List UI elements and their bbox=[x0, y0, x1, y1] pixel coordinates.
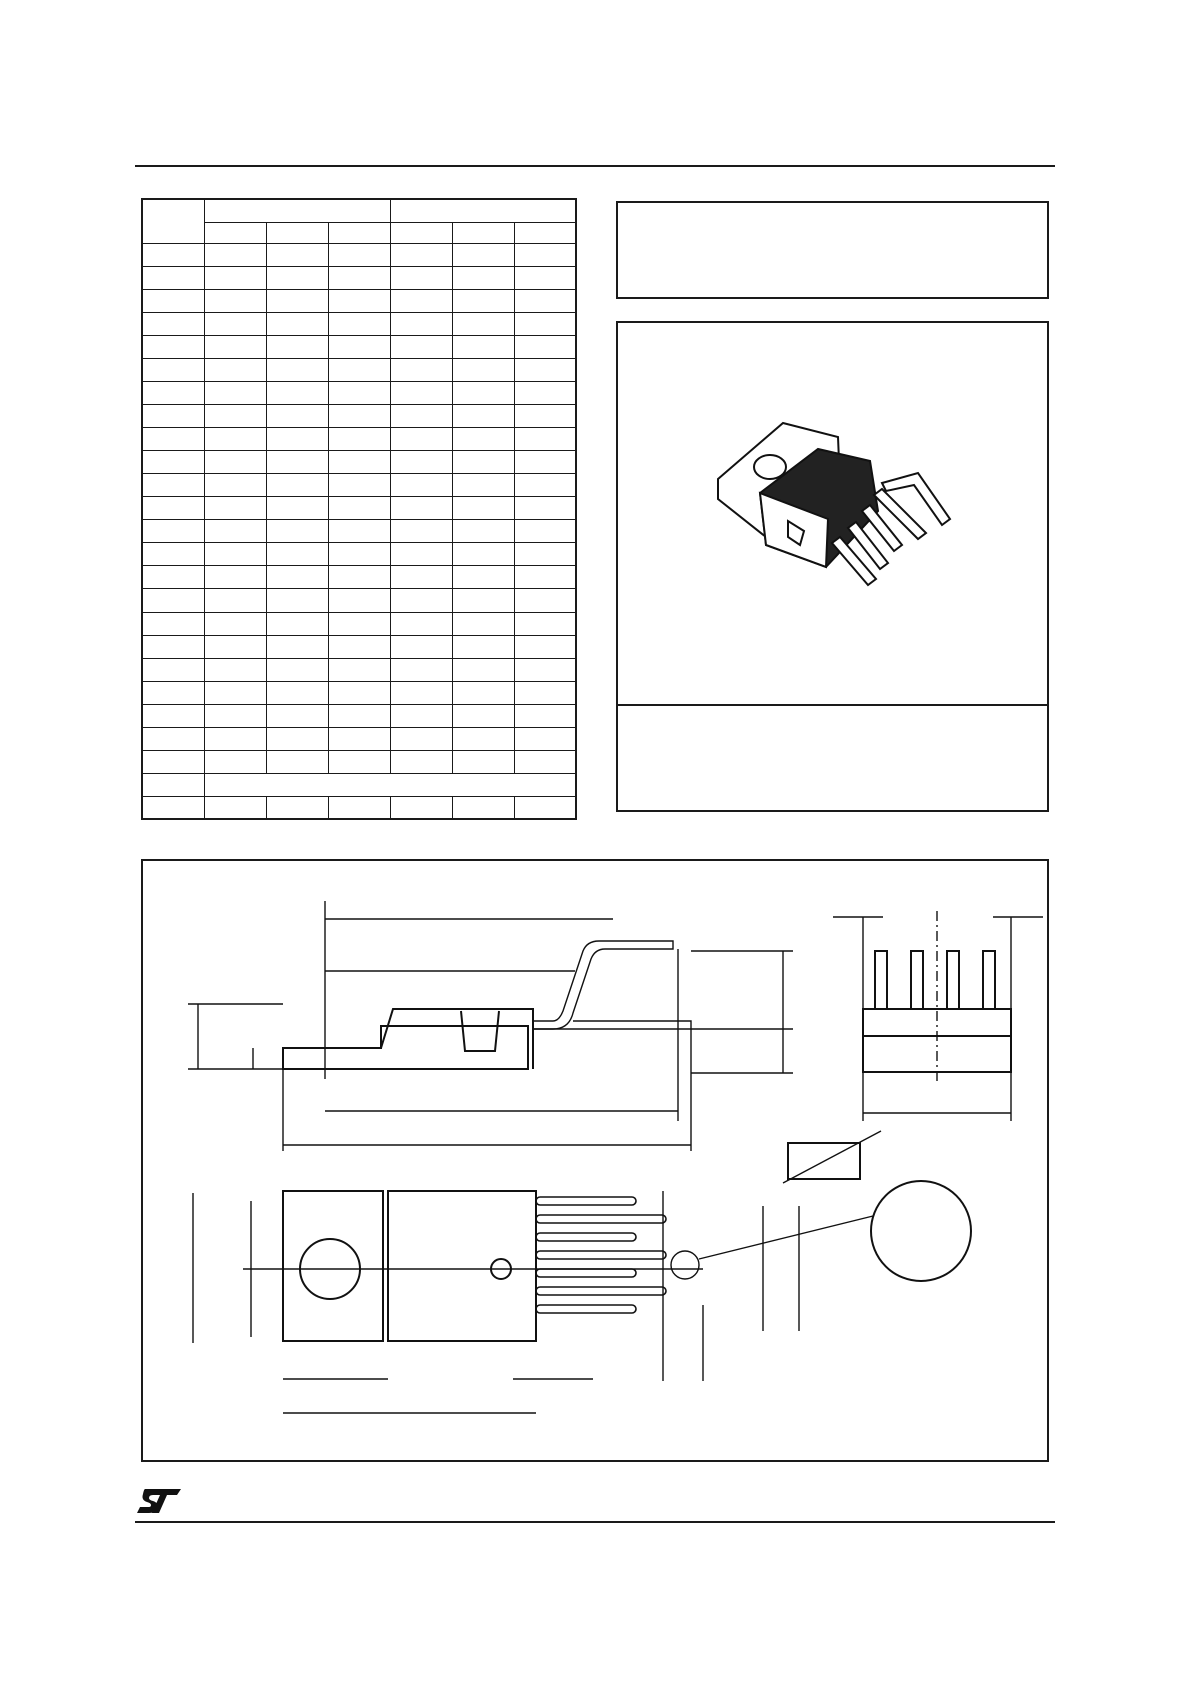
table-cell bbox=[204, 290, 266, 313]
table-cell bbox=[266, 589, 328, 612]
min-header-cell bbox=[204, 223, 266, 244]
table-cell bbox=[452, 382, 514, 405]
table-row bbox=[142, 313, 576, 336]
table-cell bbox=[204, 773, 576, 796]
table-cell bbox=[390, 244, 452, 267]
table-cell bbox=[142, 405, 204, 428]
table-cell bbox=[204, 451, 266, 474]
table-cell bbox=[390, 658, 452, 681]
table-cell bbox=[452, 313, 514, 336]
table-cell bbox=[142, 451, 204, 474]
table-cell bbox=[204, 750, 266, 773]
table-cell bbox=[142, 704, 204, 727]
table-cell bbox=[204, 727, 266, 750]
table-cell bbox=[142, 635, 204, 658]
table-cell bbox=[266, 635, 328, 658]
table-cell bbox=[514, 405, 576, 428]
table-row bbox=[142, 750, 576, 773]
table-cell bbox=[452, 543, 514, 566]
table-cell bbox=[328, 267, 390, 290]
table-cell bbox=[204, 704, 266, 727]
table-cell bbox=[452, 405, 514, 428]
table-row bbox=[142, 635, 576, 658]
table-row bbox=[142, 359, 576, 382]
table-cell bbox=[514, 566, 576, 589]
table-cell bbox=[328, 704, 390, 727]
table-cell bbox=[514, 336, 576, 359]
package-label-box bbox=[616, 201, 1049, 299]
table-cell bbox=[266, 290, 328, 313]
table-cell bbox=[204, 474, 266, 497]
table-cell bbox=[266, 474, 328, 497]
table-row bbox=[142, 612, 576, 635]
table-cell bbox=[328, 428, 390, 451]
table-cell bbox=[328, 589, 390, 612]
table-cell bbox=[328, 727, 390, 750]
table-cell bbox=[452, 428, 514, 451]
typ-header-cell bbox=[452, 223, 514, 244]
dim-header-cell bbox=[142, 199, 204, 244]
table-cell bbox=[266, 681, 328, 704]
table-cell bbox=[142, 773, 204, 796]
table-row bbox=[142, 290, 576, 313]
inch-header-cell bbox=[390, 199, 576, 223]
table-cell bbox=[514, 382, 576, 405]
table-cell bbox=[204, 612, 266, 635]
table-cell bbox=[142, 658, 204, 681]
table-cell bbox=[266, 405, 328, 428]
table-cell bbox=[452, 267, 514, 290]
table-cell bbox=[142, 750, 204, 773]
photo-divider bbox=[618, 704, 1047, 706]
table-cell bbox=[328, 612, 390, 635]
table-cell bbox=[390, 497, 452, 520]
table-cell bbox=[266, 382, 328, 405]
table-cell bbox=[514, 520, 576, 543]
table-cell bbox=[204, 405, 266, 428]
min-header-cell bbox=[390, 223, 452, 244]
table-cell bbox=[390, 566, 452, 589]
table-cell bbox=[390, 727, 452, 750]
table-cell bbox=[204, 566, 266, 589]
table-cell bbox=[142, 589, 204, 612]
table-row bbox=[142, 566, 576, 589]
package-photo-box bbox=[616, 321, 1049, 812]
table-cell bbox=[328, 681, 390, 704]
table-cell bbox=[266, 359, 328, 382]
table-cell bbox=[266, 658, 328, 681]
table-cell bbox=[390, 704, 452, 727]
table-header-row bbox=[142, 199, 576, 223]
table-cell bbox=[204, 382, 266, 405]
table-row bbox=[142, 474, 576, 497]
table-cell bbox=[142, 727, 204, 750]
table-cell bbox=[328, 359, 390, 382]
table-cell bbox=[328, 497, 390, 520]
table-cell bbox=[266, 612, 328, 635]
table-cell bbox=[266, 267, 328, 290]
table-row bbox=[142, 543, 576, 566]
table-cell bbox=[266, 543, 328, 566]
table-cell bbox=[514, 612, 576, 635]
table-cell bbox=[266, 497, 328, 520]
table-row bbox=[142, 428, 576, 451]
table-cell bbox=[204, 520, 266, 543]
table-cell bbox=[142, 474, 204, 497]
table-cell bbox=[328, 244, 390, 267]
table-cell bbox=[204, 796, 266, 819]
table-row bbox=[142, 267, 576, 290]
max-header-cell bbox=[514, 223, 576, 244]
table-cell bbox=[328, 566, 390, 589]
outline-drawing-frame bbox=[141, 859, 1049, 1462]
table-cell bbox=[328, 520, 390, 543]
table-cell bbox=[266, 336, 328, 359]
table-row bbox=[142, 773, 576, 796]
table-subheader-row bbox=[142, 223, 576, 244]
table-cell bbox=[514, 313, 576, 336]
table-cell bbox=[204, 428, 266, 451]
table-cell bbox=[204, 313, 266, 336]
table-cell bbox=[452, 612, 514, 635]
table-cell bbox=[328, 750, 390, 773]
table-cell bbox=[452, 566, 514, 589]
table-cell bbox=[452, 497, 514, 520]
table-cell bbox=[452, 750, 514, 773]
table-cell bbox=[390, 405, 452, 428]
table-cell bbox=[328, 382, 390, 405]
table-cell bbox=[452, 589, 514, 612]
table-cell bbox=[266, 428, 328, 451]
table-cell bbox=[266, 520, 328, 543]
table-cell bbox=[142, 681, 204, 704]
table-cell bbox=[204, 244, 266, 267]
table-cell bbox=[452, 520, 514, 543]
table-cell bbox=[142, 428, 204, 451]
table-cell bbox=[514, 451, 576, 474]
table-cell bbox=[390, 382, 452, 405]
table-cell bbox=[142, 497, 204, 520]
table-cell bbox=[204, 589, 266, 612]
table-cell bbox=[328, 658, 390, 681]
table-cell bbox=[142, 267, 204, 290]
table-cell bbox=[266, 566, 328, 589]
table-row bbox=[142, 681, 576, 704]
table-cell bbox=[142, 612, 204, 635]
table-cell bbox=[266, 244, 328, 267]
table-cell bbox=[514, 589, 576, 612]
table-cell bbox=[328, 796, 390, 819]
table-cell bbox=[142, 543, 204, 566]
table-cell bbox=[328, 405, 390, 428]
table-cell bbox=[390, 635, 452, 658]
table-row bbox=[142, 520, 576, 543]
table-cell bbox=[142, 336, 204, 359]
table-cell bbox=[266, 796, 328, 819]
table-cell bbox=[390, 750, 452, 773]
table-cell bbox=[514, 428, 576, 451]
table-cell bbox=[204, 543, 266, 566]
table-cell bbox=[266, 451, 328, 474]
package-outline-drawing bbox=[143, 861, 1047, 1460]
table-cell bbox=[452, 635, 514, 658]
table-cell bbox=[390, 336, 452, 359]
table-cell bbox=[328, 336, 390, 359]
mechanical-data-table bbox=[141, 198, 577, 820]
table-cell bbox=[390, 359, 452, 382]
table-row bbox=[142, 451, 576, 474]
table-cell bbox=[390, 290, 452, 313]
table-cell bbox=[328, 313, 390, 336]
table-cell bbox=[204, 359, 266, 382]
table-cell bbox=[328, 543, 390, 566]
table-cell bbox=[390, 681, 452, 704]
table-cell bbox=[204, 658, 266, 681]
table-cell bbox=[514, 543, 576, 566]
table-cell bbox=[452, 658, 514, 681]
max-header-cell bbox=[328, 223, 390, 244]
table-row bbox=[142, 244, 576, 267]
table-cell bbox=[142, 566, 204, 589]
table-cell bbox=[142, 796, 204, 819]
table-cell bbox=[514, 658, 576, 681]
table-cell bbox=[514, 727, 576, 750]
footer-rule bbox=[135, 1521, 1055, 1523]
table-cell bbox=[514, 267, 576, 290]
table-cell bbox=[452, 796, 514, 819]
table-cell bbox=[452, 244, 514, 267]
st-logo bbox=[135, 1487, 183, 1515]
table-cell bbox=[266, 727, 328, 750]
table-cell bbox=[328, 635, 390, 658]
table-cell bbox=[514, 635, 576, 658]
table-cell bbox=[452, 474, 514, 497]
table-cell bbox=[390, 520, 452, 543]
table-cell bbox=[390, 474, 452, 497]
table-cell bbox=[142, 313, 204, 336]
table-cell bbox=[142, 520, 204, 543]
table-cell bbox=[204, 681, 266, 704]
table-cell bbox=[266, 313, 328, 336]
table-cell bbox=[328, 290, 390, 313]
package-3d-illustration bbox=[618, 323, 1051, 703]
table-cell bbox=[266, 750, 328, 773]
table-row bbox=[142, 727, 576, 750]
table-cell bbox=[142, 244, 204, 267]
table-cell bbox=[390, 451, 452, 474]
table-cell bbox=[514, 497, 576, 520]
st-logo-icon bbox=[135, 1487, 183, 1515]
table-cell bbox=[204, 267, 266, 290]
table-cell bbox=[390, 796, 452, 819]
table-cell bbox=[514, 244, 576, 267]
table-cell bbox=[390, 267, 452, 290]
table-cell bbox=[452, 681, 514, 704]
table-cell bbox=[390, 313, 452, 336]
table-cell bbox=[390, 612, 452, 635]
table-cell bbox=[142, 359, 204, 382]
table-row bbox=[142, 589, 576, 612]
table-row bbox=[142, 658, 576, 681]
typ-header-cell bbox=[266, 223, 328, 244]
table-cell bbox=[452, 359, 514, 382]
table-cell bbox=[328, 451, 390, 474]
table-cell bbox=[142, 290, 204, 313]
table-cell bbox=[204, 635, 266, 658]
table-cell bbox=[452, 704, 514, 727]
table-row bbox=[142, 497, 576, 520]
table-row bbox=[142, 336, 576, 359]
table-cell bbox=[514, 750, 576, 773]
table-cell bbox=[204, 336, 266, 359]
table-row bbox=[142, 704, 576, 727]
table-cell bbox=[390, 543, 452, 566]
table-cell bbox=[328, 474, 390, 497]
table-cell bbox=[514, 359, 576, 382]
table-row bbox=[142, 382, 576, 405]
table-cell bbox=[142, 382, 204, 405]
table-row bbox=[142, 405, 576, 428]
table-cell bbox=[514, 704, 576, 727]
table-cell bbox=[452, 727, 514, 750]
header-rule bbox=[135, 165, 1055, 167]
table-cell bbox=[514, 290, 576, 313]
table-cell bbox=[204, 497, 266, 520]
table-cell bbox=[390, 589, 452, 612]
table-cell bbox=[452, 336, 514, 359]
table-cell bbox=[514, 796, 576, 819]
table-cell bbox=[452, 451, 514, 474]
table-cell bbox=[390, 428, 452, 451]
table-cell bbox=[266, 704, 328, 727]
table-row bbox=[142, 796, 576, 819]
table-cell bbox=[452, 290, 514, 313]
table-cell bbox=[514, 474, 576, 497]
mm-header-cell bbox=[204, 199, 390, 223]
table-cell bbox=[514, 681, 576, 704]
